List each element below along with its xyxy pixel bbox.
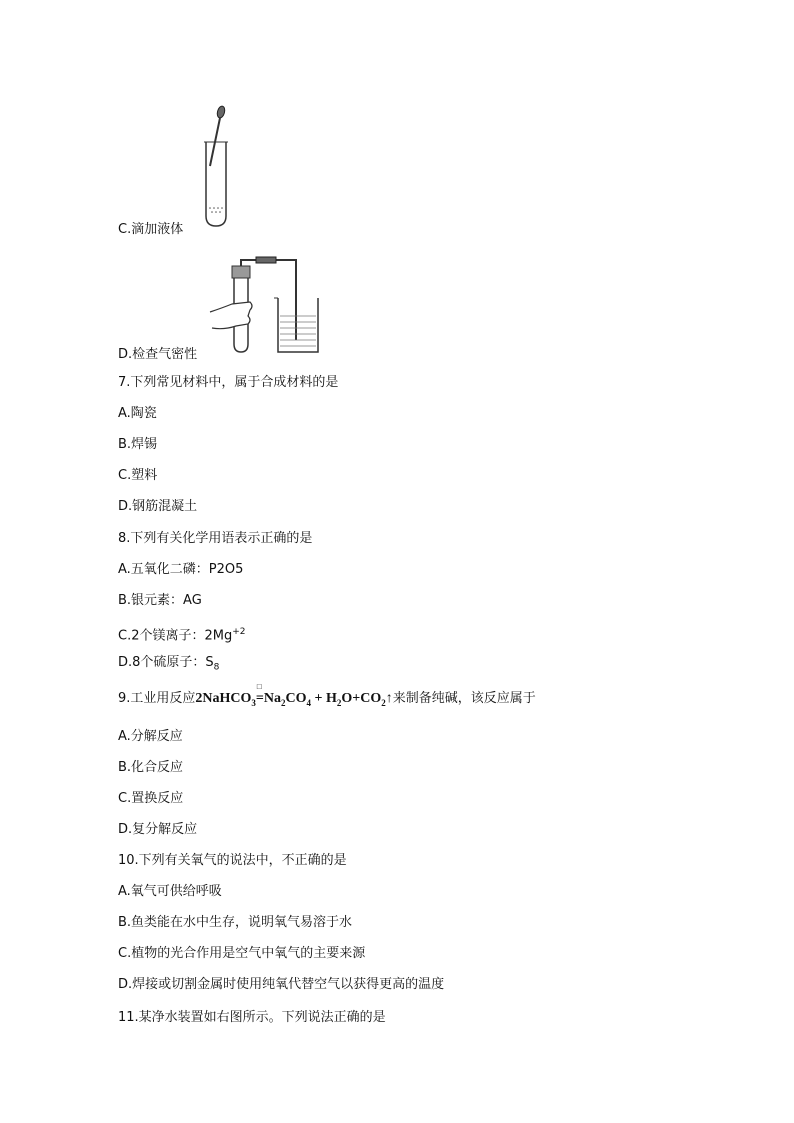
q9-option-a: A.分解反应	[118, 729, 183, 744]
q7-option-c: C.塑料	[118, 468, 158, 483]
q7-option-b: B.焊锡	[118, 437, 158, 452]
q11-stem: 11.某净水装置如右图所示。下列说法正确的是	[118, 1010, 386, 1025]
q8-option-c: C.2个镁离子：$2Mg^{+2}$	[118, 627, 246, 644]
q10-option-a: A.氧气可供给呼吸	[118, 884, 222, 899]
airtightness-check-figure	[208, 256, 324, 356]
q7-option-a: A.陶瓷	[118, 406, 157, 421]
dropper-test-tube-figure	[196, 104, 236, 230]
q10-option-d: D.焊接或切割金属时使用纯氧代替空气以获得更高的温度	[118, 977, 445, 992]
q7-stem: 7.下列常见材料中，属于合成材料的是	[118, 375, 339, 390]
q9-option-c: C.置换反应	[118, 791, 184, 806]
q7-option-d: D.钢筋混凝土	[118, 499, 198, 514]
q9-equation: 2NaHCO$_3$ □ $=Na_2CO_4$ + $H_2O+CO_2↑$	[195, 682, 393, 708]
q8-option-a: A.五氧化二磷：P2O5	[118, 562, 244, 577]
q9-stem: 9.工业用反应2NaHCO$_3$ □ $=Na_2CO_4$ + $H_2O+CO_2↑$来制备纯碱，该反应属于	[118, 682, 536, 708]
q9-option-b: B.化合反应	[118, 760, 184, 775]
q9-option-d: D.复分解反应	[118, 822, 198, 837]
q10-option-c: C.植物的光合作用是空气中氧气的主要来源	[118, 946, 366, 961]
q8-option-d: D.8个硫原子：$S_8$	[118, 655, 220, 673]
q8-option-b: B.银元素：AG	[118, 593, 202, 608]
q6-option-c: C.滴加液体	[118, 222, 184, 237]
q10-stem: 10.下列有关氧气的说法中，不正确的是	[118, 853, 347, 868]
q8-stem: 8.下列有关化学用语表示正确的是	[118, 531, 313, 546]
q6-option-d: D.检查气密性	[118, 347, 198, 362]
q10-option-b: B.鱼类能在水中生存，说明氧气易溶于水	[118, 915, 353, 930]
